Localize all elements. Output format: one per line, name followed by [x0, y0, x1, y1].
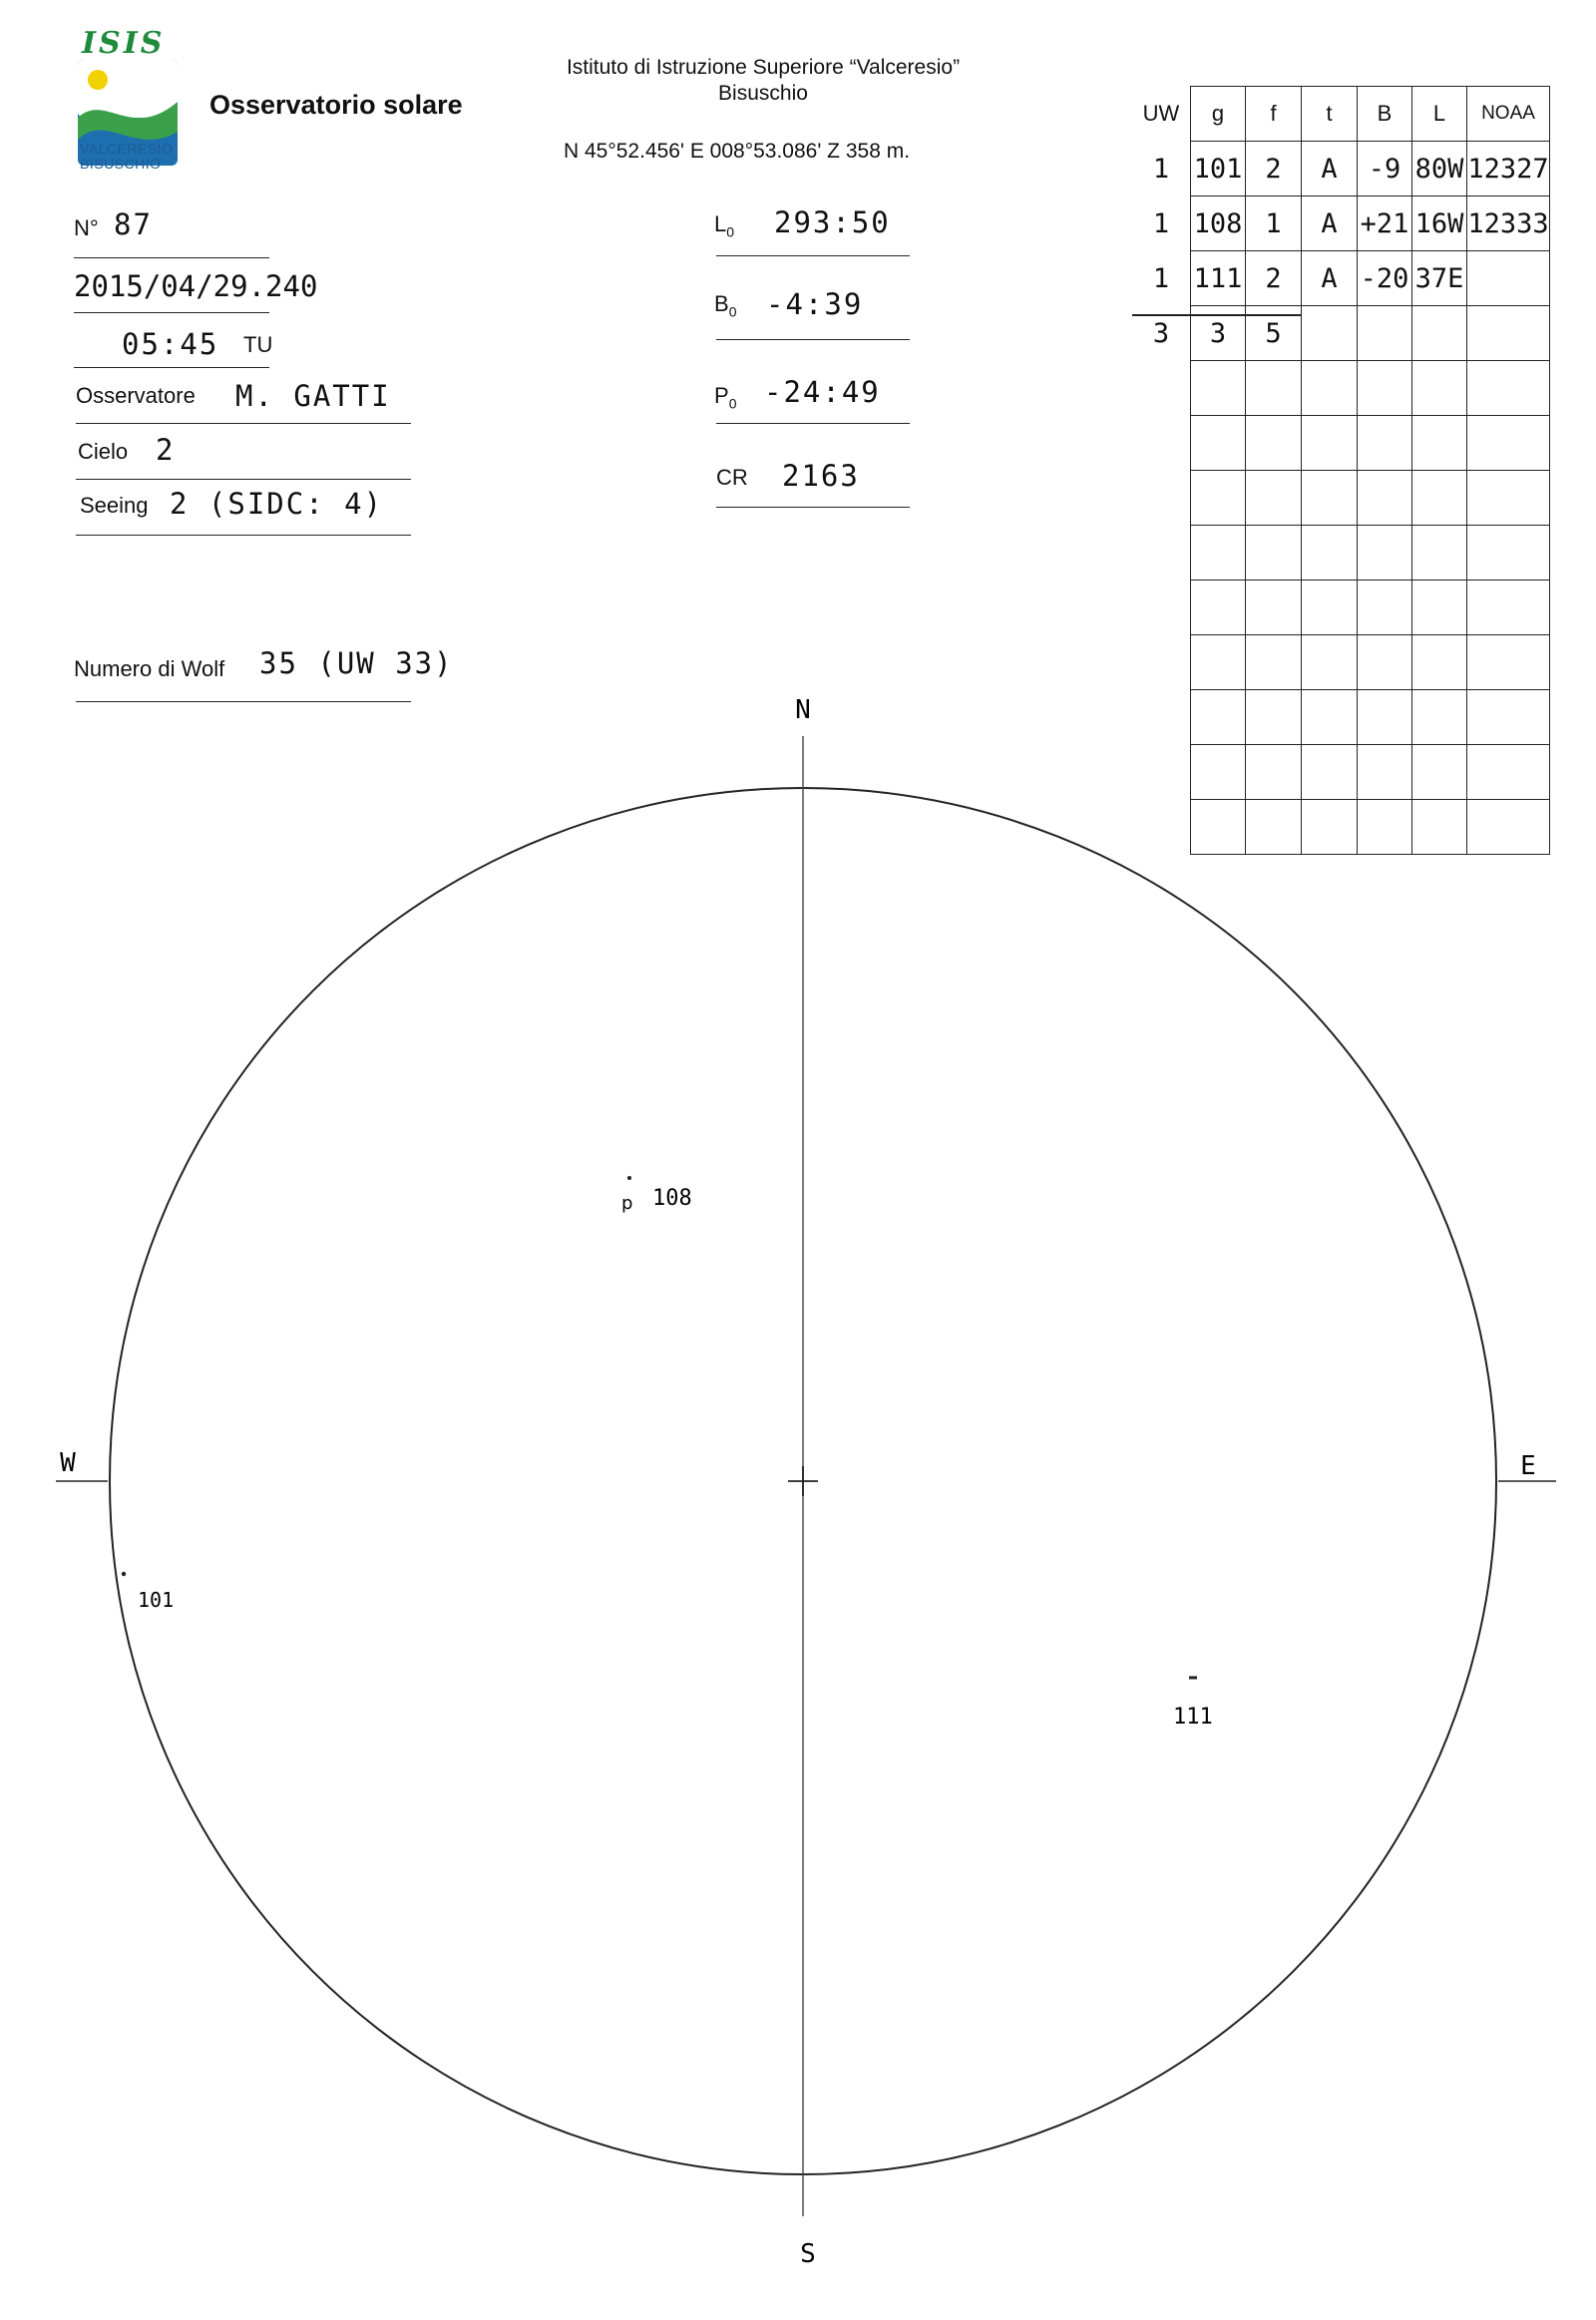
cell-f: 2 — [1246, 142, 1302, 196]
observer-label: Osservatore — [76, 383, 196, 408]
cr-value: 2163 — [782, 459, 860, 493]
cr-label: CR — [716, 465, 748, 490]
header-b: B — [1358, 87, 1412, 142]
date-value: 2015/04/29.240 — [74, 269, 318, 303]
b0-label: $B_0$ — [714, 291, 737, 320]
cell-t: A — [1302, 142, 1358, 196]
observer-value: M. GATTI — [235, 379, 391, 413]
cell-uw: 1 — [1152, 262, 1170, 294]
header-noaa: NOAA — [1467, 87, 1550, 142]
site-coordinates: N 45°52.456' E 008°53.086' Z 358 m. — [564, 140, 911, 163]
header-f: f — [1246, 87, 1302, 142]
b0-value: -4:39 — [766, 287, 864, 321]
cell-l: 80W — [1412, 142, 1467, 196]
cell-b: -20 — [1358, 251, 1412, 306]
logo-subtitle-line1: VALCERESIO — [80, 141, 174, 157]
group-101-label: 101 — [138, 1588, 175, 1612]
east-label: E — [1520, 1451, 1536, 1481]
cell-g: 101 — [1191, 142, 1246, 196]
group-108-label: 108 — [652, 1186, 692, 1211]
sky-value: 2 — [156, 433, 176, 467]
cell-noaa: 12327 — [1467, 142, 1550, 196]
cell-b: +21 — [1358, 196, 1412, 251]
cell-l: 16W — [1412, 196, 1467, 251]
total-f: 5 — [1246, 306, 1302, 361]
cell-t: A — [1302, 196, 1358, 251]
institute-town: Bisuschio — [718, 82, 808, 105]
cell-g: 111 — [1191, 251, 1246, 306]
time-unit: TU — [243, 332, 273, 357]
south-label: S — [800, 2239, 816, 2269]
north-label: N — [795, 695, 811, 725]
number-value: 87 — [114, 207, 153, 241]
cell-l: 37E — [1412, 251, 1467, 306]
cell-b: -9 — [1358, 142, 1412, 196]
header-l: L — [1412, 87, 1467, 142]
cell-t: A — [1302, 251, 1358, 306]
cell-uw: 1 — [1152, 207, 1170, 239]
group-108-p-mark: p — [621, 1193, 633, 1214]
number-label: N° — [74, 215, 99, 240]
cell-noaa: 12333 — [1467, 196, 1550, 251]
total-uw: 3 — [1152, 317, 1170, 349]
seeing-label: Seeing — [80, 493, 149, 518]
time-value: 05:45 — [122, 327, 219, 361]
logo-wordmark: ISIS — [82, 26, 166, 61]
p0-value: -24:49 — [764, 375, 881, 409]
cell-uw: 1 — [1152, 153, 1170, 185]
sky-label: Cielo — [78, 439, 129, 464]
wolf-label: Numero di Wolf — [74, 656, 225, 681]
west-label: W — [60, 1448, 76, 1478]
p0-label: $P_0$ — [714, 383, 737, 412]
cell-f: 1 — [1246, 196, 1302, 251]
group-111-label: 111 — [1173, 1705, 1213, 1730]
l0-label: $L_0$ — [714, 211, 735, 240]
wolf-value: 35 (UW 33) — [259, 646, 454, 680]
institute-name: Istituto di Istruzione Superiore “Valceresio” — [566, 56, 961, 79]
cell-g: 108 — [1191, 196, 1246, 251]
total-g: 3 — [1191, 306, 1246, 361]
header-g: g — [1191, 87, 1246, 142]
logo-subtitle-line2: BISUSCHIO — [80, 156, 162, 172]
sunspot-101 — [122, 1572, 126, 1576]
header-t: t — [1302, 87, 1358, 142]
sunspot-108 — [627, 1176, 631, 1180]
header-uw: UW — [1142, 101, 1180, 126]
l0-value: 293:50 — [774, 205, 891, 239]
seeing-value: 2 (SIDC: 4) — [170, 487, 384, 521]
observatory-title: Osservatorio solare — [209, 90, 463, 120]
cell-f: 2 — [1246, 251, 1302, 306]
